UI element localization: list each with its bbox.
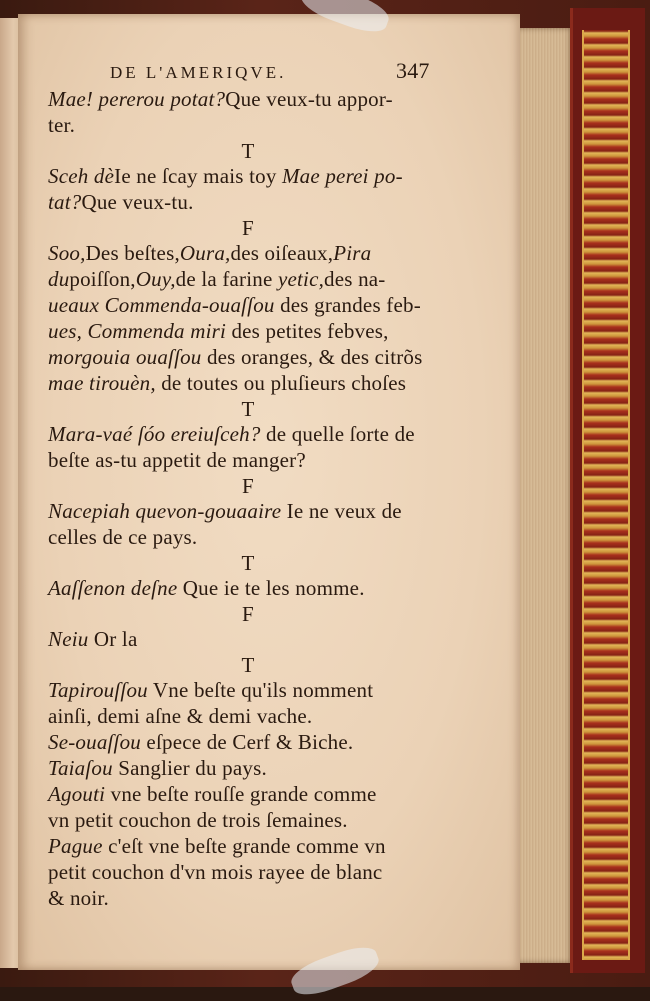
- tupi-word: ueaux: [48, 293, 105, 317]
- text-line: [48, 781, 448, 807]
- text-line: [48, 266, 448, 292]
- text-line: [48, 885, 448, 911]
- book-page: [18, 14, 520, 970]
- text-line: [48, 807, 448, 833]
- french-text: c'eſt vne beſte grande comme vn: [102, 834, 386, 858]
- text-line: [48, 833, 448, 859]
- tupi-word: ues,: [48, 319, 88, 343]
- speaker-marker: [48, 398, 448, 420]
- tupi-word: Mae! pererou potat?: [48, 87, 226, 111]
- tupi-word: Soo,: [48, 241, 86, 265]
- french-text: petit couchon d'vn mois rayee de blanc: [48, 860, 383, 884]
- speaker-letter: F: [242, 602, 254, 626]
- text-line: [48, 755, 448, 781]
- french-text: de toutes ou pluſieurs choſes: [155, 371, 407, 395]
- text-line: [48, 626, 448, 652]
- text-line: [48, 163, 448, 189]
- text-line: [48, 524, 448, 550]
- french-text: Vne beſte qu'ils nomment: [147, 678, 374, 702]
- speaker-letter: F: [242, 216, 254, 240]
- french-text: des grandes feb-: [274, 293, 421, 317]
- tupi-word: Mara-vaé ſóo ereiuſceh?: [48, 422, 261, 446]
- french-text: celles de ce pays.: [48, 525, 198, 549]
- speaker-marker: [48, 603, 448, 625]
- tupi-word: yetic,: [277, 267, 325, 291]
- french-text: poiſſon,: [69, 267, 136, 291]
- text-body: [48, 86, 448, 911]
- tupi-word: Pira: [333, 241, 372, 265]
- page-text: [48, 58, 448, 911]
- tupi-word: Sceh dè: [48, 164, 115, 188]
- speaker-marker: [48, 217, 448, 239]
- text-line: [48, 575, 448, 601]
- tupi-word: morgouia ouaſſou: [48, 345, 202, 369]
- text-line: [48, 112, 448, 138]
- speaker-marker: [48, 140, 448, 162]
- french-text: Or la: [88, 627, 138, 651]
- tupi-word: mae tirouèn,: [48, 371, 156, 395]
- tupi-word: Commenda-ouaſſou: [104, 293, 275, 317]
- speaker-letter: T: [241, 139, 255, 163]
- text-line: [48, 86, 448, 112]
- text-line: [48, 859, 448, 885]
- french-text: des na-: [324, 267, 386, 291]
- text-line: [48, 240, 448, 266]
- text-line: [48, 344, 448, 370]
- text-line: [48, 447, 448, 473]
- tupi-word: Mae perei po-: [281, 164, 403, 188]
- text-line: [48, 370, 448, 396]
- page-number: 347: [396, 58, 430, 83]
- speaker-marker: [48, 552, 448, 574]
- french-text: ter.: [48, 113, 76, 137]
- speaker-letter: F: [242, 474, 254, 498]
- speaker-letter: T: [241, 653, 255, 677]
- text-line: [48, 677, 448, 703]
- tupi-word: Commenda miri: [87, 319, 227, 343]
- french-text: Ie ne veux de: [281, 499, 402, 523]
- tupi-word: Oura,: [179, 241, 231, 265]
- running-head: DE L'AMERIQVE.: [110, 63, 287, 82]
- french-text: & noir.: [48, 886, 109, 910]
- french-text: Que veux-tu appor-: [225, 87, 393, 111]
- french-text: eſpece de Cerf & Biche.: [140, 730, 354, 754]
- tupi-word: Ouy,: [135, 267, 176, 291]
- tupi-word: Se-ouaſſou: [48, 730, 141, 754]
- text-line: [48, 421, 448, 447]
- speaker-marker: [48, 654, 448, 676]
- french-text: Que veux-tu.: [81, 190, 194, 214]
- french-text: Des beſtes,: [85, 241, 180, 265]
- tupi-word: Neiu: [48, 627, 89, 651]
- tupi-word: Nacepiah quevon-gouaaire: [48, 499, 282, 523]
- tupi-word: Pague: [48, 834, 103, 858]
- tupi-word: Agouti: [48, 782, 106, 806]
- tupi-word: tat?: [48, 190, 82, 214]
- page-edges: [514, 28, 570, 963]
- text-line: [48, 703, 448, 729]
- french-text: de la farine: [175, 267, 278, 291]
- text-line: [48, 189, 448, 215]
- text-line: [48, 498, 448, 524]
- french-text: de quelle ſorte de: [260, 422, 415, 446]
- french-text: Ie ne ſcay mais toy: [114, 164, 282, 188]
- french-text: beſte as-tu appetit de manger?: [48, 448, 306, 472]
- text-line: [48, 318, 448, 344]
- french-text: vn petit couchon de trois ſemaines.: [48, 808, 348, 832]
- french-text: des oiſeaux,: [230, 241, 334, 265]
- tupi-word: du: [48, 267, 70, 291]
- speaker-marker: [48, 475, 448, 497]
- gilt-border-pattern: [582, 30, 630, 960]
- french-text: ainſi, demi aſne & demi vache.: [48, 704, 313, 728]
- text-line: [48, 292, 448, 318]
- tupi-word: Taiaſou: [48, 756, 113, 780]
- speaker-letter: T: [241, 551, 255, 575]
- french-text: des petites febves,: [226, 319, 389, 343]
- french-text: Que ie te les nomme.: [177, 576, 365, 600]
- french-text: Sanglier du pays.: [112, 756, 267, 780]
- french-text: vne beſte rouſſe grande comme: [105, 782, 377, 806]
- french-text: des oranges, & des citrõs: [201, 345, 423, 369]
- page-header: [48, 58, 448, 86]
- text-line: [48, 729, 448, 755]
- tupi-word: Tapirouſſou: [48, 678, 148, 702]
- speaker-letter: T: [241, 397, 255, 421]
- tupi-word: Aaſſenon deſne: [48, 576, 178, 600]
